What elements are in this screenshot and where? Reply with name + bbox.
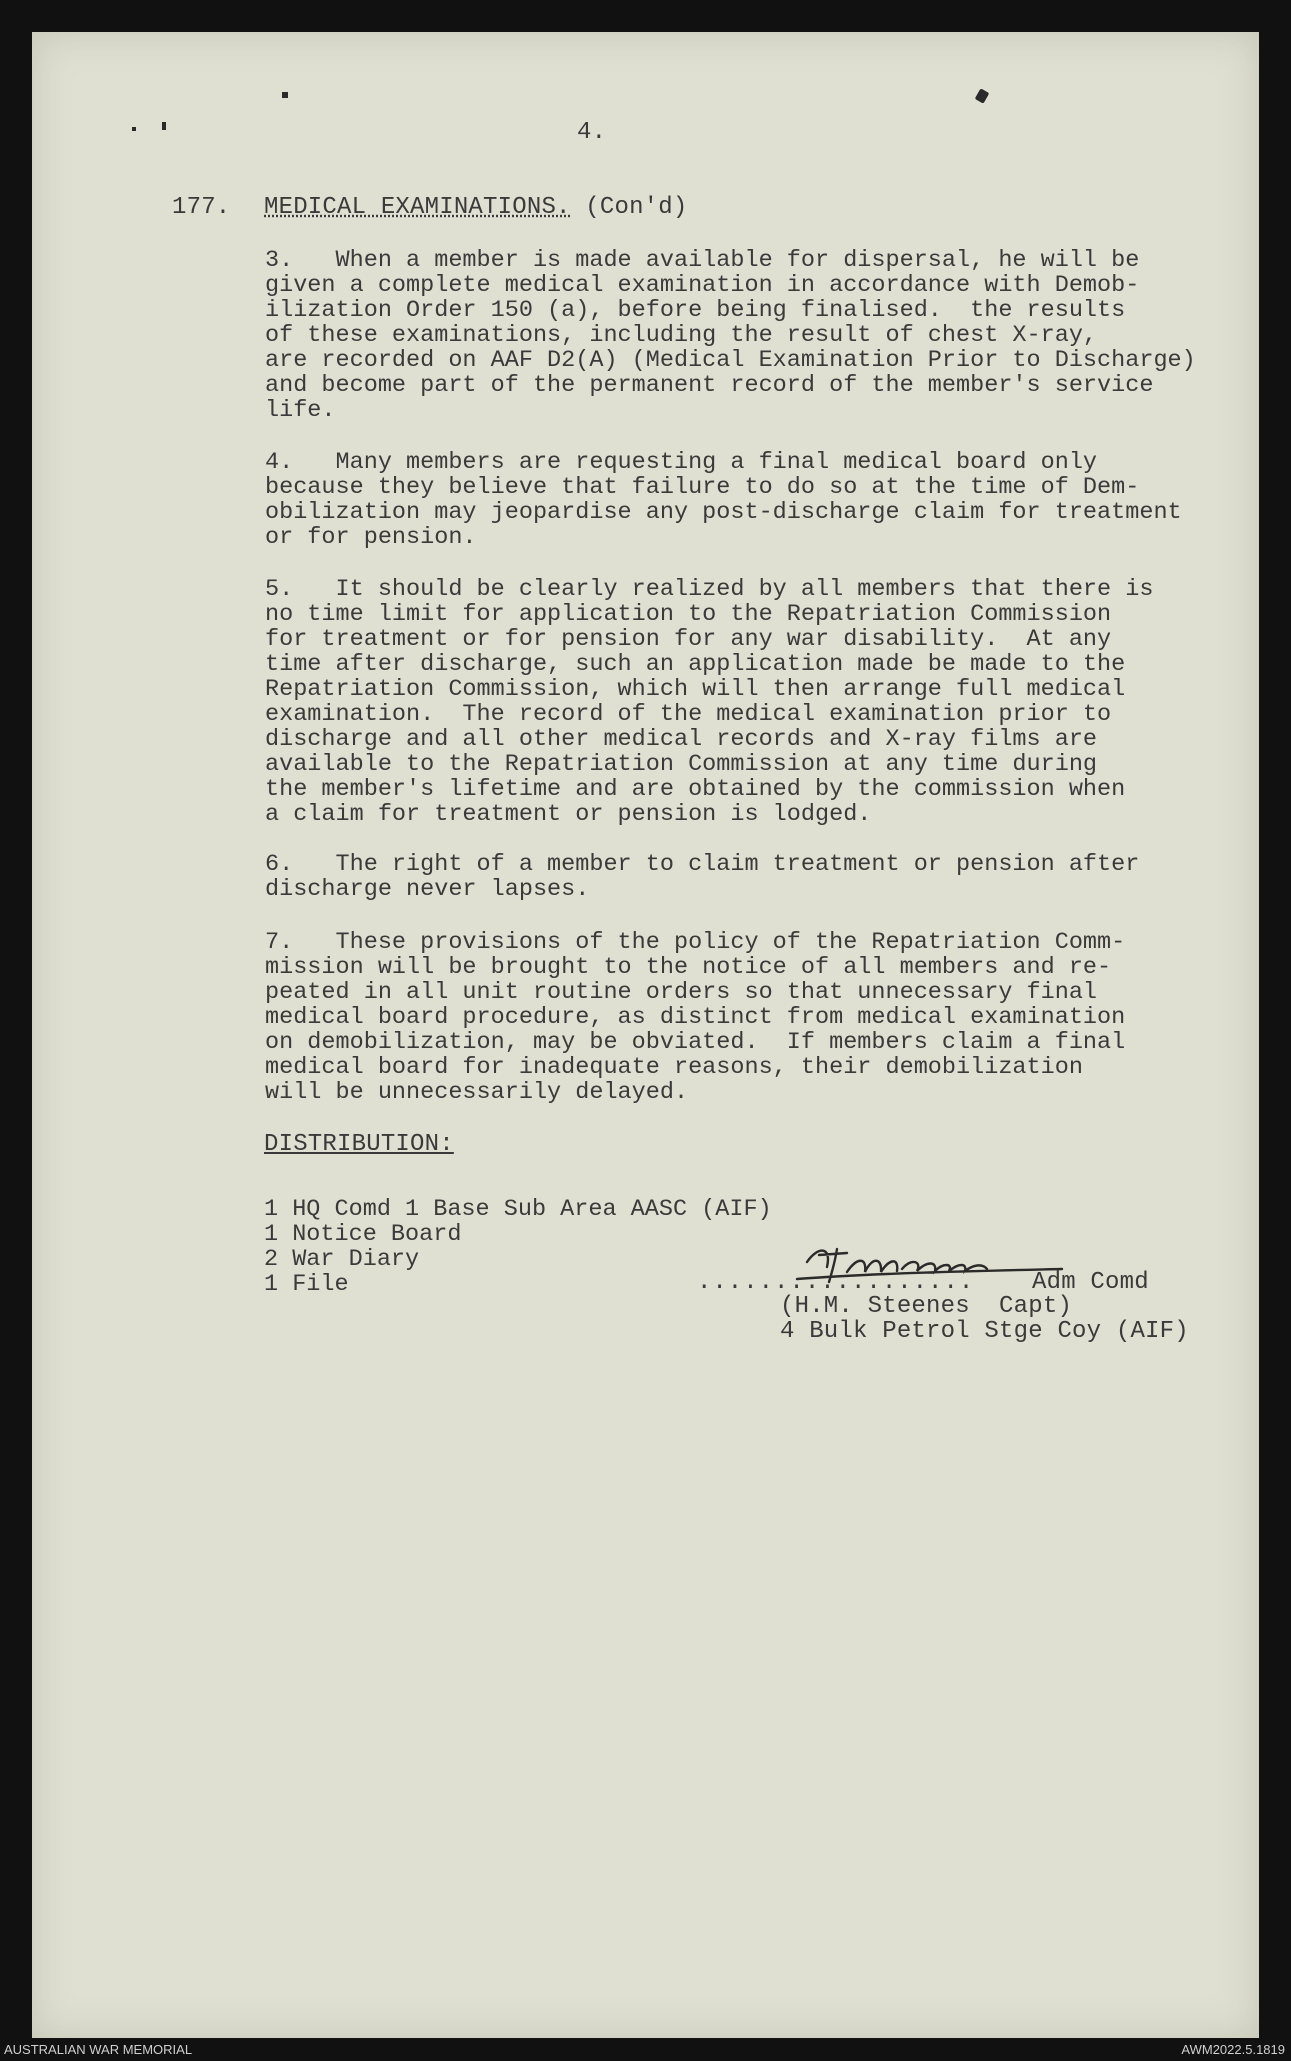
signature-name: (H.M. Steenes Capt): [780, 1293, 1073, 1320]
signature-unit: 4 Bulk Petrol Stge Coy (AIF): [780, 1318, 1189, 1345]
paragraph-3: [265, 248, 1240, 423]
distribution-item: 1 Notice Board: [264, 1221, 462, 1248]
paragraph-line: peated in all unit routine orders so that unnecessary final: [265, 979, 1098, 1006]
paper-speck: [132, 127, 136, 131]
paragraph-line: life.: [265, 397, 336, 424]
paragraph-line: for treatment or for pension for any war disability. At any: [265, 626, 1112, 653]
section-title-text: MEDICAL EXAMINATIONS.: [264, 194, 571, 221]
paragraph-line: because they believe that failure to do so at the time of Dem-: [265, 474, 1140, 501]
paragraph-line: Repatriation Commission, which will then arrange full medical: [265, 676, 1126, 703]
paragraph-line: medical board for inadequate reasons, their demobilization: [265, 1054, 1083, 1081]
paragraph-line: 7. These provisions of the policy of the Repatriation Comm-: [265, 929, 1126, 956]
paragraph-line: time after discharge, such an application made be made to the: [265, 651, 1126, 678]
paragraph-line: ilization Order 150 (a), before being finalised. the results: [265, 297, 1126, 324]
paragraph-5: [265, 577, 1240, 827]
footer-credit: AUSTRALIAN WAR MEMORIAL: [4, 2042, 193, 2057]
paragraph-line: medical board procedure, as distinct from medical examination: [265, 1004, 1126, 1031]
paragraph-line: are recorded on AAF D2(A) (Medical Examination Prior to Discharge): [265, 347, 1196, 374]
paragraph-line: no time limit for application to the Repatriation Commission: [265, 601, 1112, 628]
signature-dots: ..................: [697, 1269, 975, 1296]
paragraph-line: or for pension.: [265, 524, 477, 551]
paragraph-6: [265, 852, 1240, 902]
paragraph-line: 5. It should be clearly realized by all members that there is: [265, 576, 1154, 603]
paragraph-line: discharge and all other medical records and X-ray films are: [265, 726, 1098, 753]
document-page: [32, 32, 1259, 2038]
paragraph-line: the member's lifetime and are obtained by the commission when: [265, 776, 1126, 803]
paper-speck: [282, 92, 288, 98]
paragraph-4: [265, 450, 1240, 550]
page-number: 4.: [577, 119, 607, 146]
paragraph-line: a claim for treatment or pension is lodged.: [265, 801, 872, 828]
section-continued: (Con'd): [585, 194, 688, 221]
paragraph-line: available to the Repatriation Commission at any time during: [265, 751, 1098, 778]
section-number: 177.: [172, 194, 231, 221]
paragraph-line: of these examinations, including the result of chest X-ray,: [265, 322, 1098, 349]
paragraph-line: mission will be brought to the notice of all members and re-: [265, 954, 1112, 981]
paragraph-line: obilization may jeopardise any post-discharge claim for treatment: [265, 499, 1182, 526]
paper-speck: [975, 88, 990, 103]
paragraph-line: on demobilization, may be obviated. If members claim a final: [265, 1029, 1126, 1056]
distribution-item: 1 File: [264, 1271, 349, 1298]
paragraph-line: 4. Many members are requesting a final medical board only: [265, 449, 1098, 476]
section-title: [264, 195, 687, 221]
paragraph-7: [265, 930, 1240, 1105]
paper-speck: [162, 122, 166, 130]
paragraph-line: 6. The right of a member to claim treatment or pension after: [265, 851, 1140, 878]
footer-accession-number: AWM2022.5.1819: [1181, 2042, 1285, 2057]
distribution-heading: DISTRIBUTION:: [264, 1131, 454, 1158]
signature-title: Adm Comd: [1032, 1269, 1149, 1296]
distribution-item: 1 HQ Comd 1 Base Sub Area AASC (AIF): [264, 1196, 772, 1223]
paragraph-line: examination. The record of the medical examination prior to: [265, 701, 1112, 728]
paragraph-line: and become part of the permanent record of the member's service: [265, 372, 1154, 399]
paragraph-line: discharge never lapses.: [265, 876, 590, 903]
distribution-item: 2 War Diary: [264, 1246, 420, 1273]
paragraph-line: will be unnecessarily delayed.: [265, 1079, 689, 1106]
paragraph-line: 3. When a member is made available for dispersal, he will be: [265, 247, 1140, 274]
distribution-list: [264, 1197, 772, 1297]
paragraph-line: given a complete medical examination in accordance with Demob-: [265, 272, 1140, 299]
